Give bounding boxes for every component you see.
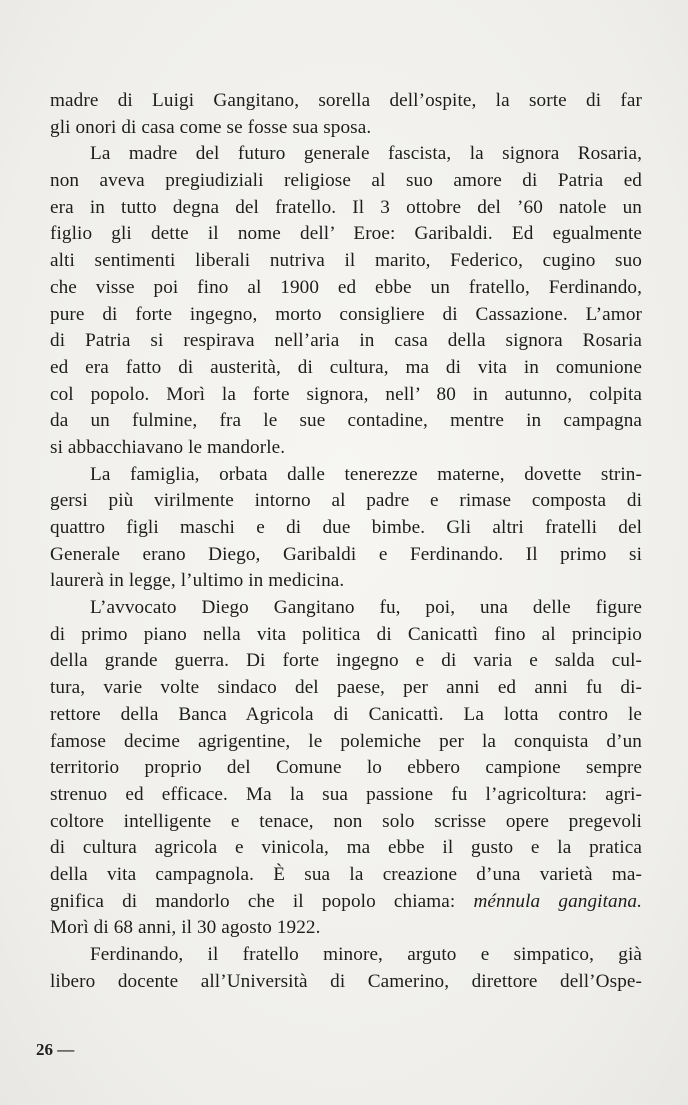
text-line — [50, 168, 642, 195]
text-line — [50, 809, 642, 836]
text-line-content: L’avvocato Diego Gangitano fu, poi, una delle figure — [90, 597, 642, 619]
text-line-content: tura, varie volte sindaco del paese, per anni ed anni fu di- — [50, 677, 642, 699]
text-line — [50, 488, 642, 515]
text-line-content: pure di forte ingegno, morto consigliere di Cassazione. L’amor — [50, 303, 642, 325]
text-line — [50, 355, 642, 382]
text-line — [50, 88, 642, 115]
text-line-content: libero docente all’Università di Camerino, direttore dell’Ospe- — [50, 970, 642, 992]
text-line — [50, 248, 642, 275]
text-line-content: di Patria si respirava nell’aria in casa della signora Rosaria — [50, 330, 642, 352]
page-number: 26 — — [36, 1040, 75, 1059]
text-line — [50, 755, 642, 782]
text-line — [50, 275, 642, 302]
text-line-content: figlio gli dette il nome dell’ Eroe: Garibaldi. Ed egualmente — [50, 223, 642, 245]
text-line — [50, 835, 642, 862]
text-line — [50, 595, 642, 622]
text-line-content: si abbacchiavano le mandorle. — [50, 436, 286, 458]
text-line — [50, 942, 642, 969]
text-line-content: laurerà in legge, l’ultimo in medicina. — [50, 570, 345, 592]
text-line — [50, 195, 642, 222]
text-line — [50, 648, 642, 675]
text-line — [50, 675, 642, 702]
text-line-content: alti sentimenti liberali nutriva il marito, Federico, cugino suo — [50, 250, 642, 272]
text-line — [50, 889, 642, 916]
text-line-content: gersi più virilmente intorno al padre e rimase composta di — [50, 490, 642, 512]
text-line — [50, 862, 642, 889]
text-line — [50, 542, 642, 569]
text-line-content: col popolo. Morì la forte signora, nell’ 80 in autunno, colpita — [50, 383, 642, 405]
text-line — [50, 702, 642, 729]
text-line — [50, 568, 642, 595]
text-line — [50, 382, 642, 409]
text-line — [50, 729, 642, 756]
text-line — [50, 115, 642, 142]
text-line-content: della vita campagnola. È sua la creazione d’una varietà ma- — [50, 863, 642, 885]
text-line — [50, 622, 642, 649]
text-line-content: Morì di 68 anni, il 30 agosto 1922. — [50, 917, 321, 939]
text-line-content: gli onori di casa come se fosse sua sposa. — [50, 116, 372, 138]
text-line-content: rettore della Banca Agricola di Canicattì. La lotta contro le — [50, 703, 642, 725]
text-line-content: da un fulmine, fra le sue contadine, mentre in campagna — [50, 410, 642, 432]
text-line — [50, 408, 642, 435]
italic-term: ménnula gangitana. — [473, 890, 642, 912]
text-line-content: La madre del futuro generale fascista, la signora Rosaria, — [90, 143, 642, 165]
text-line-content: ed era fatto di austerità, di cultura, ma di vita in comunione — [50, 356, 642, 378]
text-line-content: che visse poi fino al 1900 ed ebbe un fratello, Ferdinando, — [50, 276, 642, 298]
text-line — [50, 141, 642, 168]
text-line — [50, 221, 642, 248]
text-line-content: coltore intelligente e tenace, non solo scrisse opere pregevoli — [50, 810, 642, 832]
text-line-content: gnifica di mandorlo che il popolo chiama: — [50, 890, 456, 912]
text-line-content: di primo piano nella vita politica di Canicattì fino al principio — [50, 623, 642, 645]
text-line-content: della grande guerra. Di forte ingegno e di varia e salda cul- — [50, 650, 642, 672]
text-line — [50, 782, 642, 809]
text-line — [50, 435, 642, 462]
text-line-content: era in tutto degna del fratello. Il 3 ottobre del ’60 natole un — [50, 196, 642, 218]
text-line — [50, 328, 642, 355]
text-line — [50, 462, 642, 489]
text-line-content: territorio proprio del Comune lo ebbero campione sempre — [50, 757, 642, 779]
text-line — [50, 915, 642, 942]
text-line — [50, 969, 642, 996]
body-text — [50, 88, 642, 995]
text-line-content: quattro figli maschi e di due bimbe. Gli altri fratelli del — [50, 517, 642, 538]
text-line-content: madre di Luigi Gangitano, sorella dell’ospite, la sorte di far — [50, 90, 642, 111]
text-line-content: strenuo ed efficace. Ma la sua passione fu l’agricoltura: agri- — [50, 783, 642, 805]
text-line — [50, 302, 642, 329]
text-line — [50, 515, 642, 542]
text-line-content: Ferdinando, il fratello minore, arguto e simpatico, già — [90, 944, 642, 965]
text-line-content: Generale erano Diego, Garibaldi e Ferdinando. Il primo si — [50, 543, 642, 565]
text-line-content: di cultura agricola e vinicola, ma ebbe il gusto e la pratica — [50, 837, 642, 859]
text-line-content: non aveva pregiudiziali religiose al suo amore di Patria ed — [50, 170, 642, 192]
text-line-content: La famiglia, orbata dalle tenerezze materne, dovette strin- — [90, 463, 642, 485]
text-line-content: famose decime agrigentine, le polemiche per la conquista d’un — [50, 730, 642, 752]
